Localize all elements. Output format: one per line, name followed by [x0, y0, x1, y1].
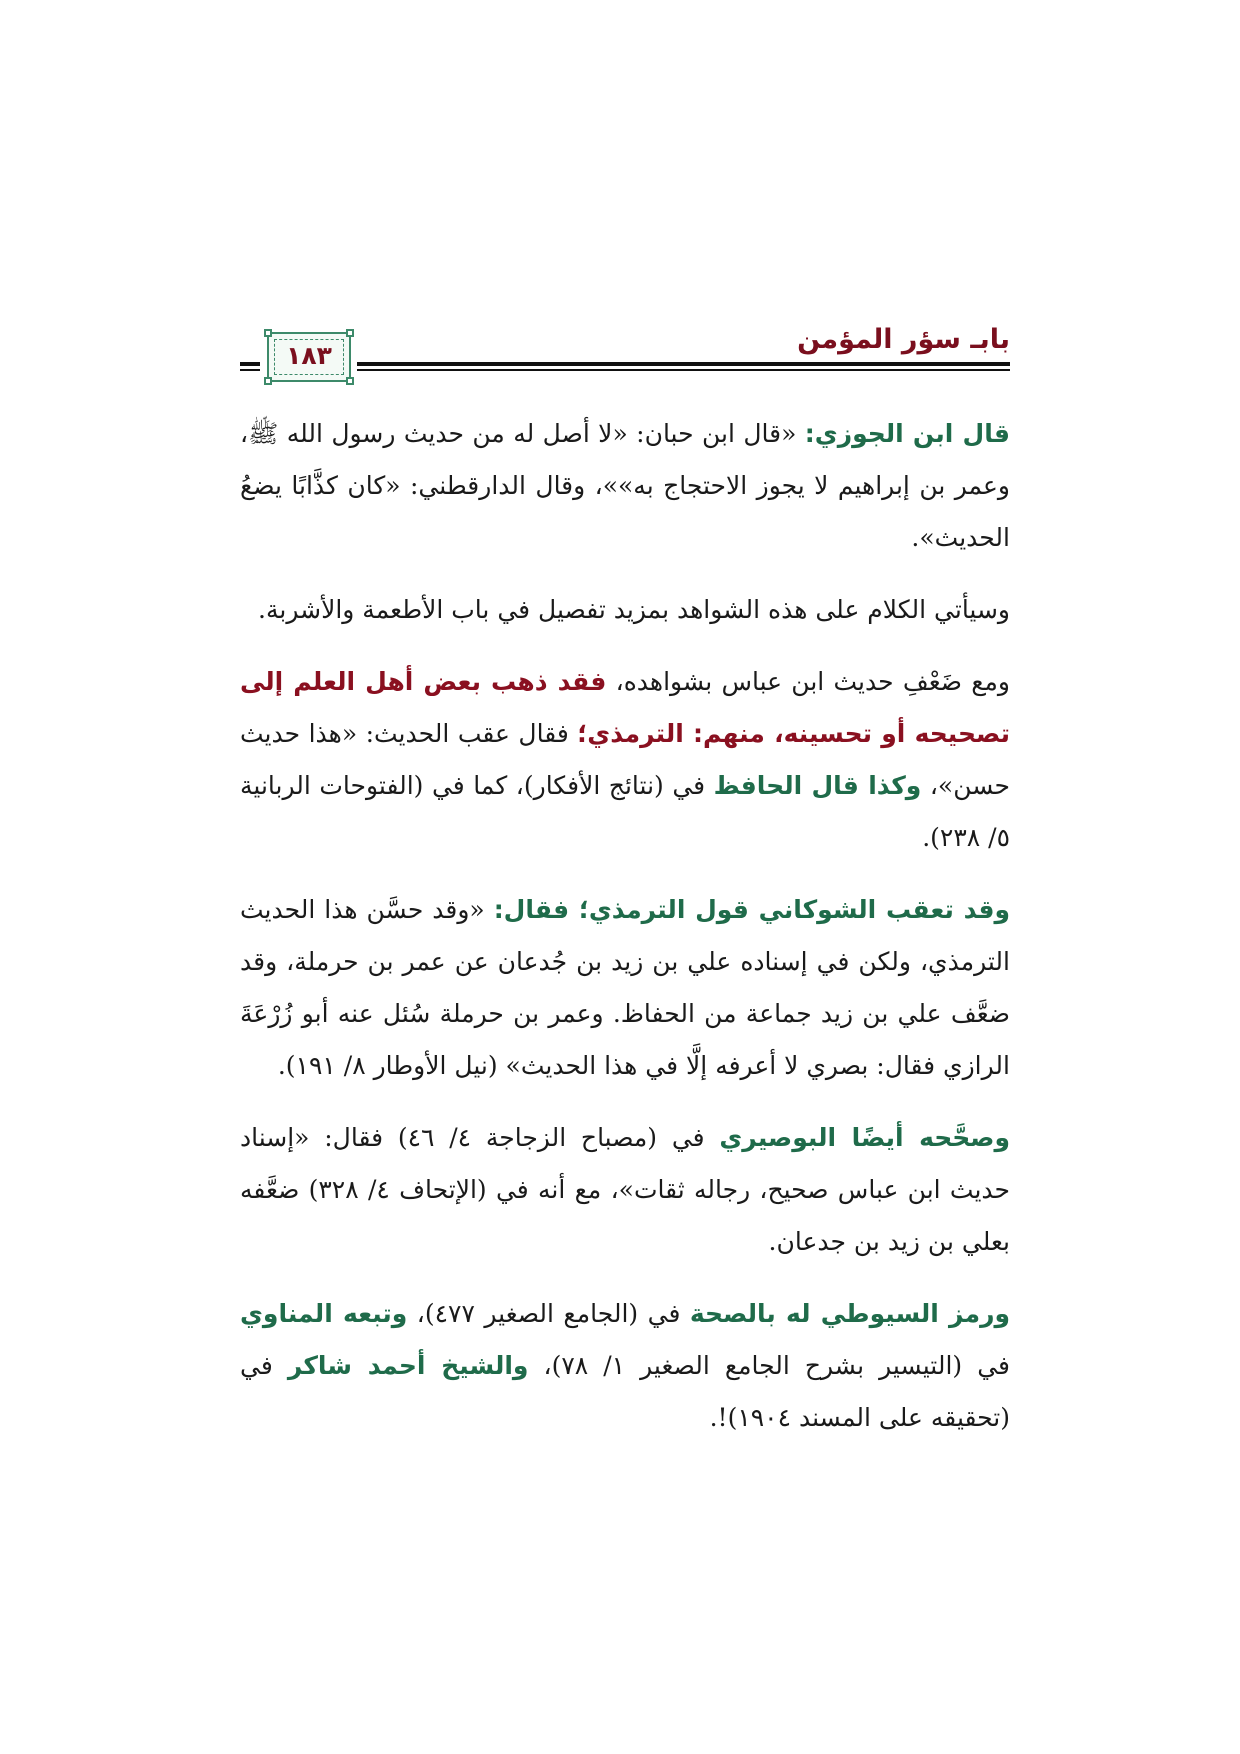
page-body	[240, 408, 1010, 1464]
header-rule-long	[357, 362, 1010, 372]
paragraph	[240, 884, 1010, 1092]
body-text: في (الجامع الصغير ٤٧٧)،	[407, 1299, 690, 1328]
body-text: في (نتائج الأفكار)، كما في (الفتوحات الربانية ٥/ ٢٣٨).	[240, 771, 1010, 852]
paragraph	[240, 1288, 1010, 1444]
highlighted-text: وقد تعقب الشوكاني قول الترمذي؛ فقال:	[493, 895, 1011, 924]
body-text: فقال عقب الحديث: «هذا حديث حسن»،	[240, 719, 1010, 800]
highlighted-text: وصحَّحه أيضًا البوصيري	[719, 1123, 1010, 1152]
body-text: في (مصباح الزجاجة ٤/ ٤٦) فقال: «إسناد حديث ابن عباس صحيح، رجاله ثقات»، مع أنه في (الإتحاف ٤/ ٣٢٨) ضعَّفه بعلي بن زيد بن جدعان.	[240, 1123, 1010, 1256]
page-header	[240, 322, 1010, 382]
highlighted-text: فقد ذهب بعض أهل العلم إلى تصحيحه أو تحسينه، منهم: الترمذي؛	[240, 667, 1011, 748]
body-text: ومع ضَعْفِ حديث ابن عباس بشواهده،	[606, 667, 1010, 696]
body-text: وسيأتي الكلام على هذه الشواهد بمزيد تفصيل في باب الأطعمة والأشربة.	[258, 595, 1010, 624]
paragraph	[240, 656, 1010, 864]
paragraph	[240, 408, 1010, 564]
highlighted-text: وتبعه المناوي	[240, 1299, 408, 1328]
body-text: «وقد حسَّن هذا الحديث الترمذي، ولكن في إسناده علي بن زيد بن جُدعان عن عمر بن حرملة، وقد ضعَّف علي بن زيد جماعة من الحفاظ. وعمر بن حرملة سُئل عنه أبو زُرْعَةَ الرازي فقال: بصري لا أعرفه إلَّا في هذا الحديث» (نيل الأوطار ٨/ ١٩١).	[240, 895, 1010, 1080]
highlighted-text: وكذا قال الحافظ	[713, 771, 922, 800]
body-text: «قال ابن حبان: «لا أصل له من حديث رسول الله ﷺ، وعمر بن إبراهيم لا يجوز الاحتجاج به»»، وقال الدارقطني: «كان كذَّابًا يضعُ الحديث».	[240, 419, 1010, 552]
paragraph	[240, 584, 1010, 636]
page-number-badge	[267, 332, 351, 382]
highlighted-text: والشيخ أحمد شاكر	[287, 1351, 529, 1380]
page-number: ١٨٣	[286, 341, 332, 370]
highlighted-text: قال ابن الجوزي:	[804, 419, 1010, 448]
chapter-title: بابـ سؤر المؤمن	[797, 324, 1010, 355]
header-rule-short	[240, 362, 260, 372]
paragraph	[240, 1112, 1010, 1268]
body-text: في (التيسير بشرح الجامع الصغير ١/ ٧٨)،	[528, 1351, 1010, 1380]
body-text: في (تحقيقه على المسند ١٩٠٤)!.	[240, 1351, 1010, 1432]
highlighted-text: ورمز السيوطي له بالصحة	[689, 1299, 1011, 1328]
